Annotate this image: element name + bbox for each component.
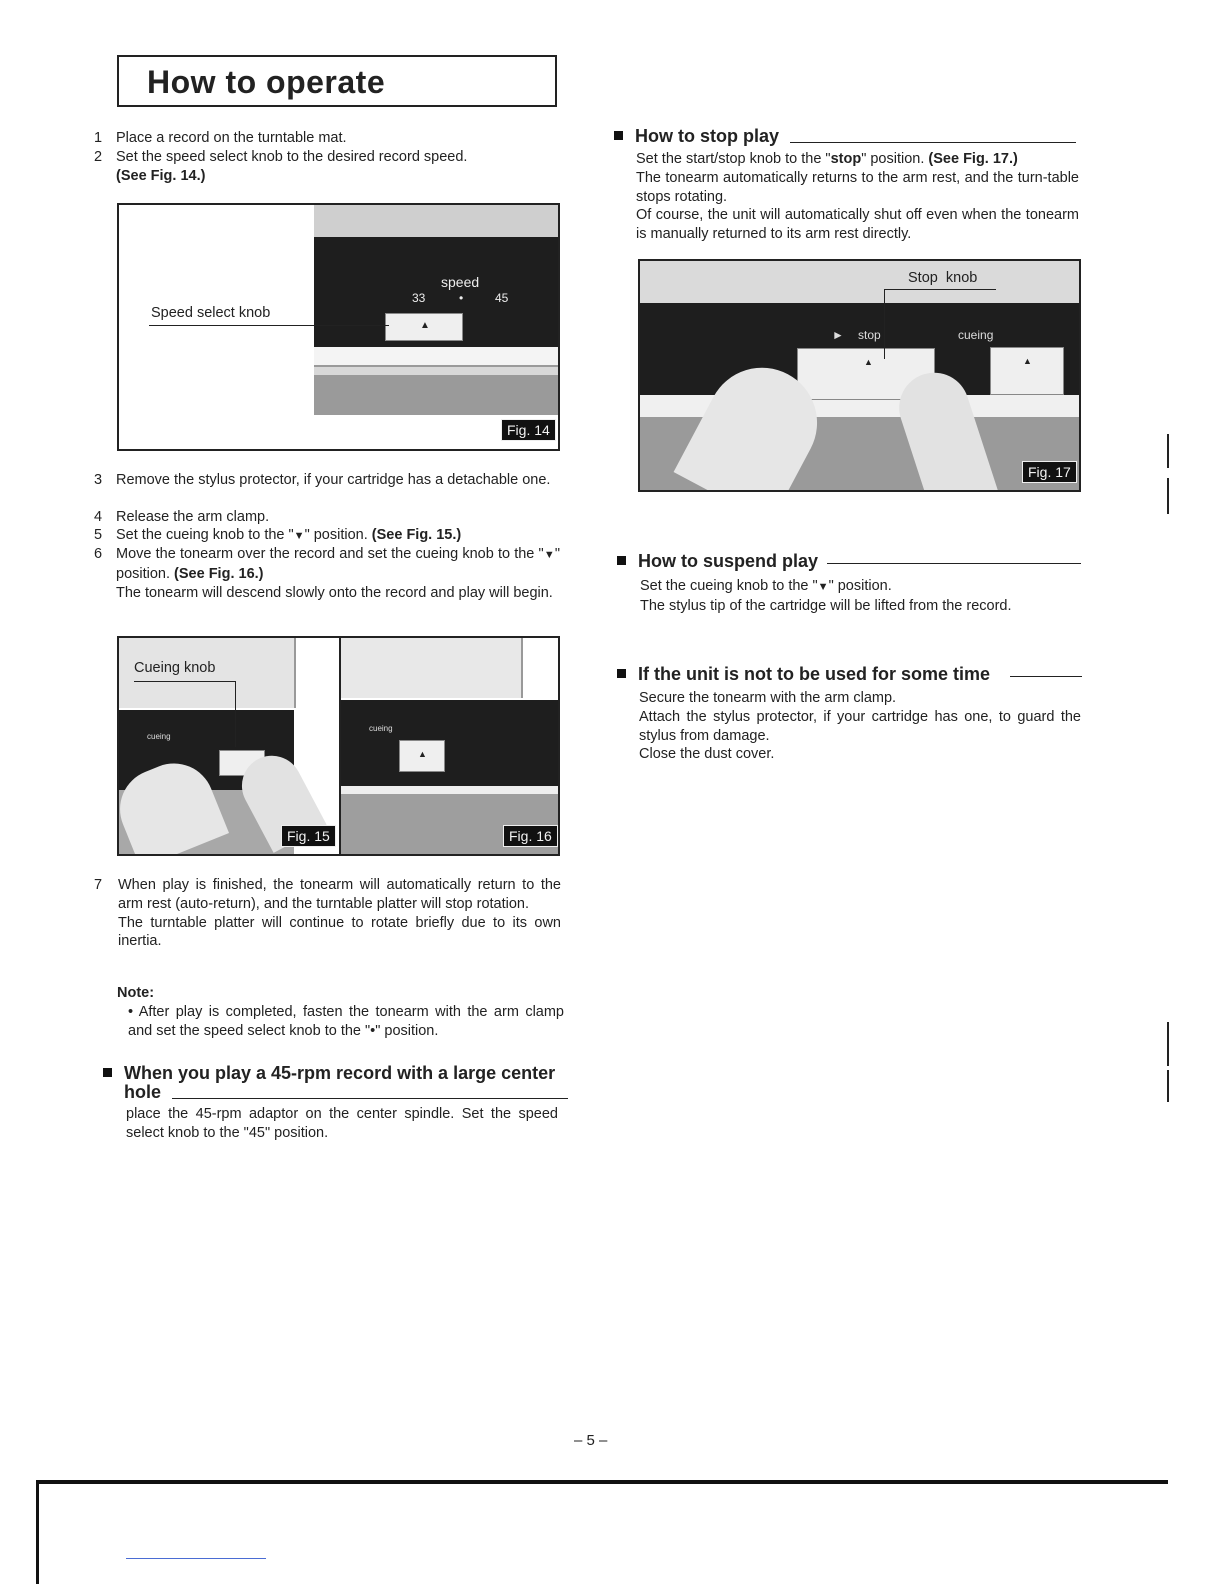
speed-45-label: 45 — [495, 291, 509, 305]
step-2: 2 Set the speed select knob to the desired record speed. (See Fig. 14.) — [94, 149, 468, 184]
figure-15: cueing Cueing knob Fig. 15 — [119, 638, 339, 856]
blue-underline — [126, 1558, 266, 1559]
step-1: 1 Place a record on the turntable mat. — [94, 130, 347, 146]
start-stop-knob: ▲ — [797, 348, 935, 400]
figure-17: ► stop cueing ▲ ▲ Stop knob Fig. 17 — [638, 259, 1081, 492]
fig-15-label: Fig. 15 — [281, 825, 336, 847]
speed-select-knob: ▲ — [385, 313, 463, 341]
stop-play-heading: How to stop play — [614, 126, 779, 147]
unused-heading: If the unit is not to be used for some time — [617, 664, 990, 685]
cueing-knob-fig17: ▲ — [990, 347, 1064, 395]
scan-mark — [1167, 478, 1169, 514]
fig-14-label: Fig. 14 — [501, 419, 556, 441]
step-4: 4 Release the arm clamp. — [94, 509, 270, 525]
fig-17-label: Fig. 17 — [1022, 461, 1077, 483]
cueing-knob-down: ▲ — [399, 740, 445, 772]
section-45rpm-heading: When you play a 45-rpm record with a large center hole — [103, 1064, 573, 1102]
figure-16: cueing ▲ Fig. 16 — [341, 638, 560, 856]
step-7: 7 When play is finished, the tonearm will automatically return to the arm rest (auto-return), and the turntable platter will stop rotation. The turntable platter will continue to rotate briefly due to its own inertia. — [94, 877, 561, 950]
suspend-play-rule — [827, 563, 1081, 564]
scan-mark — [1167, 434, 1169, 468]
cueing-knob-callout: Cueing knob — [134, 660, 216, 676]
unused-rule — [1010, 676, 1082, 677]
page-title: How to operate — [147, 64, 386, 100]
speed-knob-callout: Speed select knob — [151, 305, 271, 321]
step-3: 3 Remove the stylus protector, if your cartridge has a detachable one. — [94, 472, 551, 488]
step-6: 6 Move the tonearm over the record and set the cueing knob to the "▼" position. (See Fig. 16.) The tonearm will descend slowly onto the record and play will begin. — [94, 546, 561, 601]
figure-14 — [117, 203, 560, 451]
scan-mark — [1167, 1022, 1169, 1066]
bottom-left-edge — [36, 1480, 39, 1584]
page-number: – 5 – — [574, 1432, 608, 1449]
stop-knob-callout: Stop knob — [908, 270, 978, 286]
note-bullet: • After play is completed, fasten the tonearm with the arm clamp and set the speed select knob to the "•" position. — [128, 1004, 564, 1039]
suspend-play-text: Set the cueing knob to the "▼" position. The stylus tip of the cartridge will be lifted from the record. — [640, 578, 1012, 614]
figures-15-16 — [117, 636, 560, 856]
speed-dot-label: • — [459, 291, 464, 305]
stop-play-text: Set the start/stop knob to the "stop" position. (See Fig. 17.) The tonearm automatically returns to the arm rest, and the turn-table stops rotating. Of course, the unit will automatically shut off even when the tonearm is manually returned to its arm rest directly. — [636, 151, 1079, 243]
section-45rpm-text: place the 45-rpm adaptor on the center spindle. Set the speed select knob to the "45" position. — [126, 1106, 558, 1141]
section-45rpm-rule — [172, 1098, 568, 1099]
stop-play-rule — [790, 142, 1076, 143]
page-title-box — [117, 55, 557, 107]
fig-16-label: Fig. 16 — [503, 825, 558, 847]
scan-mark — [1167, 1070, 1169, 1102]
step-5: 5 Set the cueing knob to the "▼" position. (See Fig. 15.) — [94, 527, 462, 543]
suspend-play-heading: How to suspend play — [617, 551, 818, 572]
unused-text: Secure the tonearm with the arm clamp. Attach the stylus protector, if your cartridge has one, to guard the stylus from damage. Close the dust cover. — [639, 690, 1081, 763]
bottom-rule — [36, 1480, 1168, 1484]
speed-label: speed — [441, 274, 480, 290]
speed-33-label: 33 — [412, 291, 426, 305]
note-heading: Note: — [117, 985, 155, 1001]
